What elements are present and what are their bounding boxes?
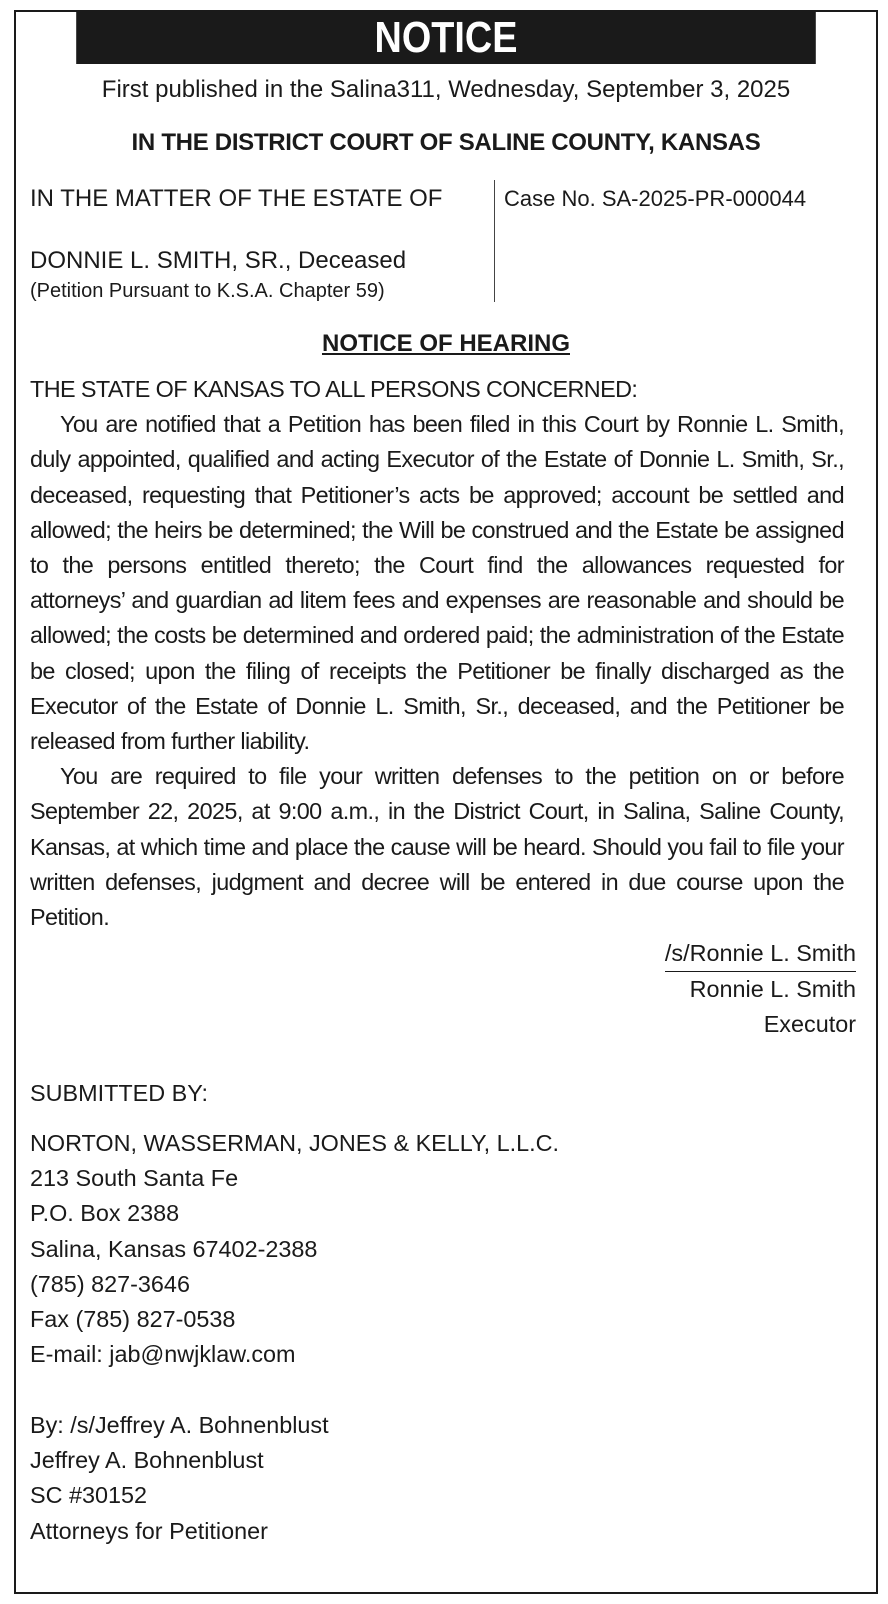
notice-banner: NOTICE xyxy=(76,12,816,64)
firm-phone: (785) 827-3646 xyxy=(30,1270,190,1297)
attorney-signature: By: /s/Jeffrey A. Bohnenblust xyxy=(30,1412,329,1438)
firm-city: Salina, Kansas 67402-2388 xyxy=(30,1235,318,1262)
firm-email: E-mail: jab@nwjklaw.com xyxy=(30,1341,296,1368)
attorney-sc-number: SC #30152 xyxy=(30,1482,148,1509)
court-heading: IN THE DISTRICT COURT OF SALINE COUNTY, KANSAS xyxy=(131,129,761,156)
attorney-role: Attorneys for Petitioner xyxy=(30,1517,268,1544)
attorney-block xyxy=(30,1408,329,1549)
firm-street: 213 South Santa Fe xyxy=(30,1165,239,1192)
decedent-line: DONNIE L. SMITH, SR., Deceased xyxy=(30,247,407,274)
submitted-by-label: SUBMITTED BY: xyxy=(30,1080,209,1106)
firm-po-box: P.O. Box 2388 xyxy=(30,1200,180,1227)
publication-line: First published in the Salina311, Wednesday, September 3, 2025 xyxy=(101,76,791,103)
matter-line: IN THE MATTER OF THE ESTATE OF xyxy=(30,185,443,212)
case-caption-left xyxy=(30,184,490,304)
executor-name: Ronnie L. Smith xyxy=(689,976,856,1003)
firm-fax: Fax (785) 827-0538 xyxy=(30,1306,236,1333)
hearing-title: NOTICE OF HEARING xyxy=(321,330,570,357)
executor-title: Executor xyxy=(763,1011,856,1038)
petition-type-line: (Petition Pursuant to K.S.A. Chapter 59) xyxy=(30,280,385,302)
executor-signature-block xyxy=(665,936,856,1043)
caption-divider xyxy=(494,180,495,302)
firm-name: NORTON, WASSERMAN, JONES & KELLY, L.L.C. xyxy=(30,1130,560,1156)
notice-body xyxy=(30,372,844,935)
executor-signature: /s/Ronnie L. Smith xyxy=(665,936,856,972)
salutation: THE STATE OF KANSAS TO ALL PERSONS CONCERNED: xyxy=(30,376,638,402)
body-paragraph-1: You are notified that a Petition has been filed in this Court by Ronnie L. Smith, duly appointed, qualified and acting Executor of the Estate of Donnie L. Smith, Sr., deceased, requesting that Petitioner’s acts be approved; account be settled and allowed; the heirs be determined; the Will be construed and the Estate be assigned to the persons entitled thereto; the Court find the allowances requested for attorneys’ and guardian ad litem fees and expenses are reasonable and should be allowed; the costs be determined and ordered paid; the administration of the Estate be closed; upon the filing of receipts the Petitioner be finally discharged as the Executor of the Estate of Donnie L. Smith, Sr., deceased, and the Petitioner be released from further liability. xyxy=(30,411,844,755)
case-number: Case No. SA-2025-PR-000044 xyxy=(504,186,807,211)
notice-frame xyxy=(14,10,878,1594)
law-firm-block xyxy=(30,1126,559,1372)
attorney-name: Jeffrey A. Bohnenblust xyxy=(30,1447,264,1474)
body-paragraph-2: You are required to file your written defenses to the petition on or before September 22, 2025, at 9:00 a.m., in the District Court, in Salina, Saline County, Kansas, at which time and place the cause will be heard. Should you fail to file your written defenses, judgment and decree will be entered in due course upon the Petition. xyxy=(30,763,844,931)
